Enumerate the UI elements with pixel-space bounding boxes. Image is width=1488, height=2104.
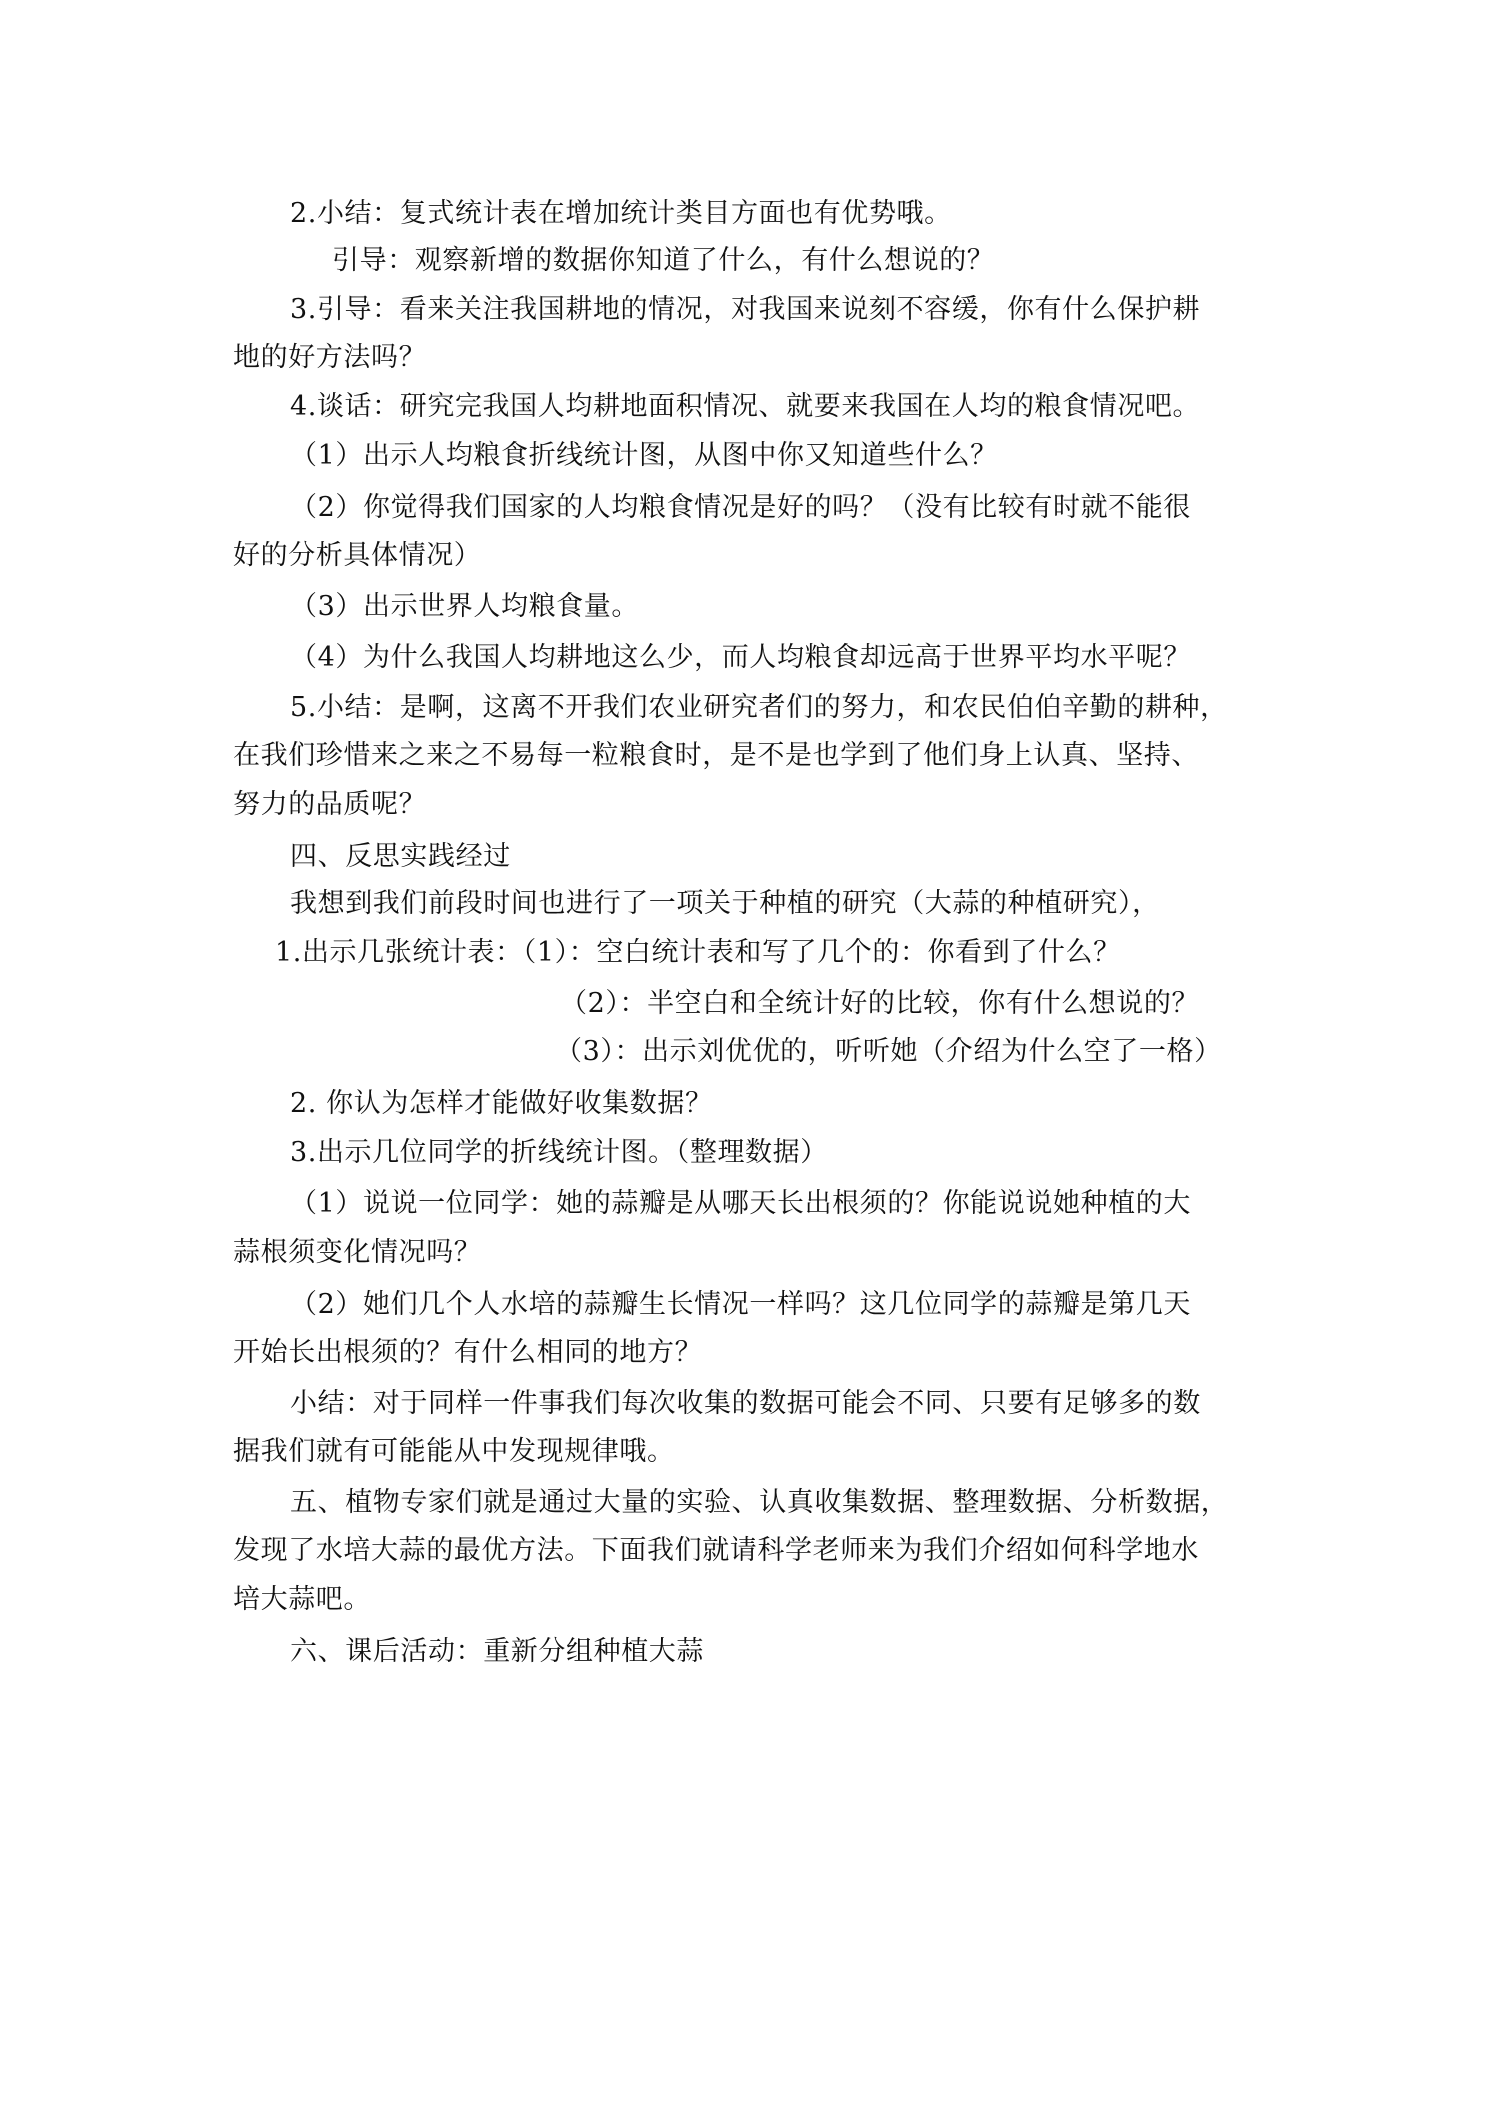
text-line: 培大蒜吧。 xyxy=(233,1584,371,1615)
text-line: 开始长出根须的？有什么相同的地方？ xyxy=(233,1337,703,1368)
text-line: 好的分析具体情况） xyxy=(233,540,482,571)
text-line: （2）你觉得我们国家的人均粮食情况是好的吗？（没有比较有时就不能很 xyxy=(290,492,1191,523)
text-line: 5.小结：是啊，这离不开我们农业研究者们的努力，和农民伯伯辛勤的耕种， xyxy=(290,692,1228,723)
text-line: （3）：出示刘优优的，听听她（介绍为什么空了一格） xyxy=(555,1036,1222,1067)
text-line: （4）为什么我国人均耕地这么少，而人均粮食却远高于世界平均水平呢？ xyxy=(290,642,1191,673)
text-line: 4.谈话：研究完我国人均耕地面积情况、就要来我国在人均的粮食情况吧。 xyxy=(290,391,1201,422)
text-line: （2）：半空白和全统计好的比较，你有什么想说的？ xyxy=(560,988,1200,1019)
section-heading: 五、植物专家们就是通过大量的实验、认真收集数据、整理数据、分析数据， xyxy=(290,1487,1229,1518)
text-line: 我想到我们前段时间也进行了一项关于种植的研究（大蒜的种植研究）， xyxy=(290,888,1160,919)
section-heading: 四、反思实践经过 xyxy=(290,841,511,872)
text-line: 蒜根须变化情况吗？ xyxy=(233,1237,482,1268)
text-line: 1.出示几张统计表：（1）：空白统计表和写了几个的：你看到了什么？ xyxy=(275,937,1121,968)
text-line: 在我们珍惜来之来之不易每一粒粮食时，是不是也学到了他们身上认真、坚持、 xyxy=(233,740,1199,771)
text-line: 努力的品质呢？ xyxy=(233,789,427,820)
text-line: 据我们就有可能能从中发现规律哦。 xyxy=(233,1436,675,1467)
text-line: 小结：对于同样一件事我们每次收集的数据可能会不同、只要有足够多的数 xyxy=(290,1388,1201,1419)
text-line: （2）她们几个人水培的蒜瓣生长情况一样吗？这几位同学的蒜瓣是第几天 xyxy=(290,1289,1191,1320)
text-line: 3.出示几位同学的折线统计图。（整理数据） xyxy=(290,1137,828,1168)
text-line: （3）出示世界人均粮食量。 xyxy=(290,591,639,622)
text-line: 发现了水培大蒜的最优方法。下面我们就请科学老师来为我们介绍如何科学地水 xyxy=(233,1535,1199,1566)
text-line: 引导：观察新增的数据你知道了什么，有什么想说的？ xyxy=(332,245,995,276)
text-line: 3.引导：看来关注我国耕地的情况，对我国来说刻不容缓，你有什么保护耕 xyxy=(290,294,1201,325)
text-line: 2.小结：复式统计表在增加统计类目方面也有优势哦。 xyxy=(290,198,952,229)
text-line: 2. 你认为怎样才能做好收集数据？ xyxy=(290,1088,713,1119)
text-line: 地的好方法吗？ xyxy=(233,342,427,373)
text-line: （1）出示人均粮食折线统计图，从图中你又知道些什么？ xyxy=(290,440,998,471)
section-heading: 六、课后活动：重新分组种植大蒜 xyxy=(290,1636,704,1667)
text-line: （1）说说一位同学：她的蒜瓣是从哪天长出根须的？你能说说她种植的大 xyxy=(290,1188,1191,1219)
